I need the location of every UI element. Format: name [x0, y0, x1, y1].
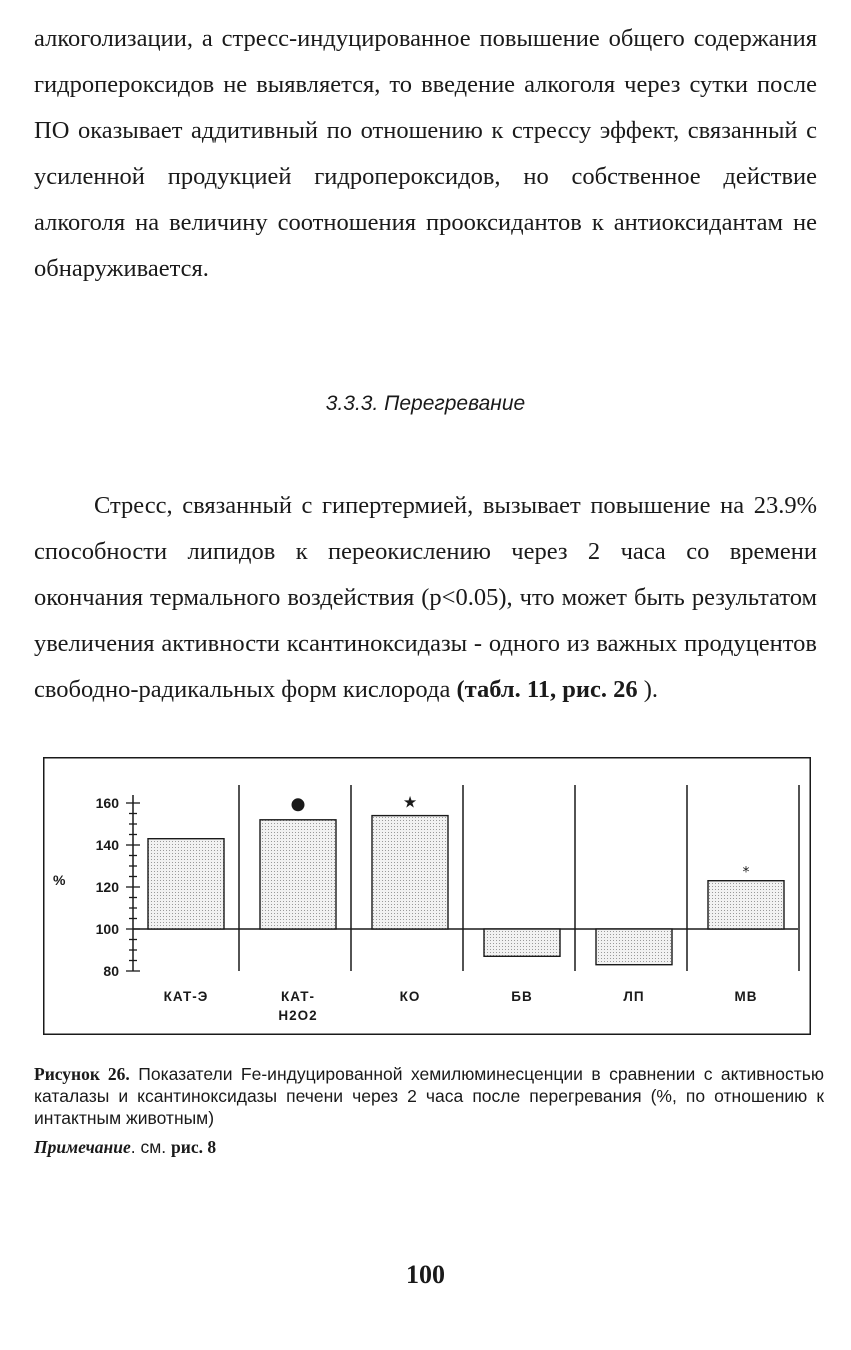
figure-caption-text: Показатели Fe-индуцированной хемилюминесценции в сравнении с активностью каталазы и ксантиноксидазы печени через 2 часа после перегревания (%, по отношению к интактным животным) [34, 1064, 824, 1128]
bar [260, 820, 336, 929]
category-label: БВ [511, 989, 533, 1004]
body-paragraph-2-text: Стресс, связанный с гипертермией, вызывает повышение на 23.9% способности липидов к переокислению через 2 часа со времени окончания термального воздействия (p<0.05), что может быть результатом увеличения активности ксантиноксидазы - одного из важных продуцентов свободно-радикальных форм кислорода [34, 492, 817, 703]
figure-note-reference: рис. 8 [171, 1137, 217, 1157]
figure-26-chart [43, 757, 811, 1035]
table-figure-reference-open: ( [456, 676, 465, 703]
bar [596, 929, 672, 965]
category-label: МВ [734, 989, 758, 1004]
significance-marker [292, 798, 305, 811]
table-figure-reference-close: ). [637, 676, 659, 703]
category-label: КАТ-Э [163, 989, 209, 1004]
figure-caption-label: Рисунок 26. [34, 1064, 130, 1084]
category-label: КО [399, 989, 421, 1004]
bar [484, 929, 560, 956]
y-axis-label: % [53, 872, 66, 888]
body-paragraph-2 [34, 483, 817, 713]
y-tick-label: 80 [103, 963, 119, 979]
category-label: ЛП [623, 989, 645, 1004]
figure-note-text: . см. [130, 1137, 172, 1157]
y-tick-label: 120 [95, 879, 119, 895]
figure-note [34, 1137, 216, 1158]
table-figure-reference: табл. 11, рис. 26 [464, 676, 638, 703]
body-paragraph-1: алкоголизации, а стресс-индуцированное повышение общего содержания гидропероксидов не выявляется, то введение алкоголя через сутки после ПО оказывает аддитивный по отношению к стрессу эффект, связанный с усиленной продукцией гидропероксидов, но собственное действие алкоголя на величину соотношения прооксидантов к антиоксидантам не обнаруживается. [34, 25, 817, 282]
bar [148, 839, 224, 929]
significance-marker: ★ [402, 792, 418, 812]
y-tick-label: 140 [95, 837, 119, 853]
category-label: H2O2 [278, 1008, 318, 1023]
y-tick-label: 160 [95, 795, 119, 811]
section-heading: 3.3.3. Перегревание [325, 392, 526, 415]
bar [372, 816, 448, 929]
bar [708, 881, 784, 929]
y-tick-label: 100 [95, 921, 119, 937]
category-label: КАТ- [280, 989, 316, 1004]
page-number: 100 [406, 1260, 445, 1289]
chart-plot-area [53, 785, 799, 1023]
significance-marker: * [742, 864, 750, 881]
figure-caption [34, 1063, 824, 1129]
figure-note-label: Примечание [34, 1137, 131, 1157]
